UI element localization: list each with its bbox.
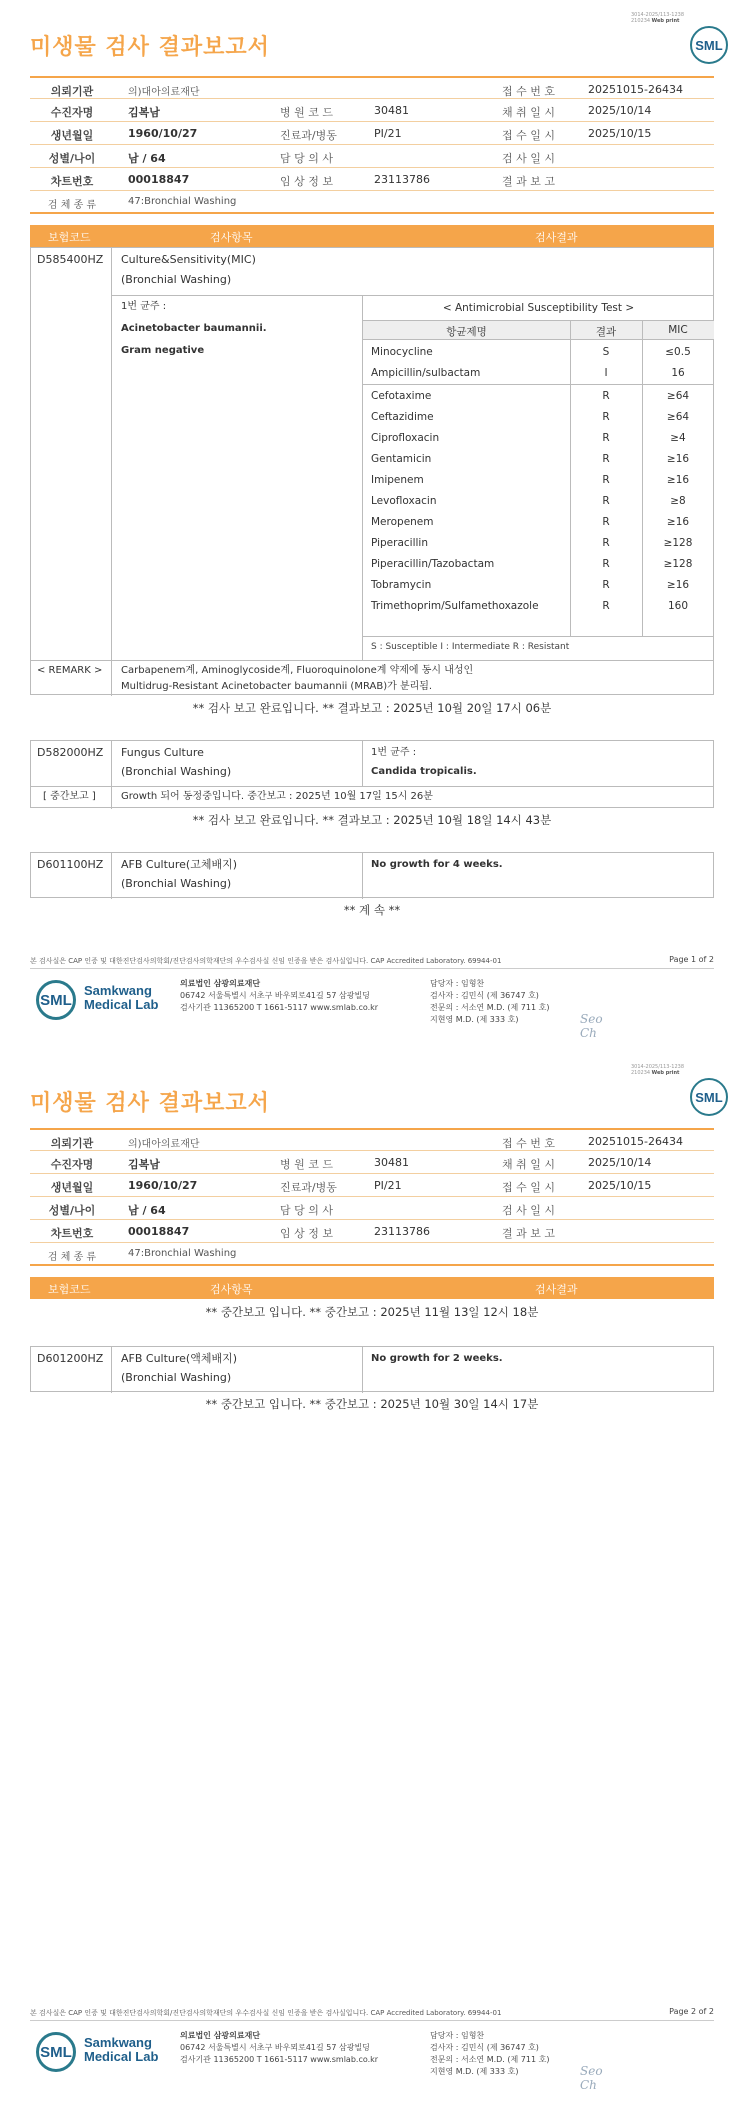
footer-divider <box>30 2020 714 2021</box>
header-item: 검사항목 <box>210 1283 253 1296</box>
info-row <box>30 1197 714 1220</box>
value: 00018847 <box>128 173 190 186</box>
value: PI/21 <box>374 1179 402 1192</box>
signature-line: Ch <box>580 1026 597 1040</box>
ast-result: R <box>602 411 610 423</box>
label: 임 상 정 보 <box>280 175 333 188</box>
signature <box>580 2064 603 2092</box>
ast-mic: ≥8 <box>670 495 686 507</box>
print-id: 3014-2025/113-1238 <box>630 12 684 18</box>
test-result: No growth for 2 weeks. <box>371 1353 503 1364</box>
report-title: 미생물 검사 결과보고서 <box>30 1091 270 1116</box>
label: 성별/나이 <box>48 1204 96 1217</box>
value: 20251015-26434 <box>588 83 683 96</box>
report-title: 미생물 검사 결과보고서 <box>30 35 270 60</box>
info-row <box>30 191 714 214</box>
value: 김복남 <box>128 1158 160 1171</box>
value: 2025/10/15 <box>588 1179 652 1192</box>
lab-name-line: Samkwang <box>84 983 152 998</box>
staff-line: 검사자 : 김민식 (제 36747 호) <box>430 991 539 1000</box>
ast-result: S <box>602 346 610 358</box>
test2-status: ** 검사 보고 완료입니다. ** 결과보고 : 2025년 10월 18일 14시 43분 <box>192 813 552 827</box>
lab-name <box>84 984 158 1012</box>
footer-note: 본 검사실은 CAP 인증 및 대한진단검사의학회/진단검사의학재단의 우수검사실 신임 인증을 받은 검사실입니다. CAP Accredited Laboratory. 69944-01 <box>30 2009 502 2017</box>
remark-line: Multidrug-Resistant Acinetobacter baumannii (MRAB)가 분리됨. <box>121 681 433 692</box>
label: 담 당 의 사 <box>280 152 333 165</box>
header-item: 검사항목 <box>210 231 253 244</box>
label: 결 과 보 고 <box>502 175 555 188</box>
test-name: AFB Culture(고체배지) <box>121 858 238 871</box>
label: 의뢰기관 <box>50 85 94 98</box>
ast-row <box>363 342 714 364</box>
gram-stain: Gram negative <box>121 345 205 356</box>
label: 채 취 일 시 <box>502 1158 555 1171</box>
label: 차트번호 <box>50 175 94 188</box>
ast-result: R <box>602 453 610 465</box>
print-code: 210234 <box>630 1070 651 1076</box>
label: 병 원 코 드 <box>280 1158 333 1171</box>
divider <box>111 1347 112 1393</box>
label: 임 상 정 보 <box>280 1227 333 1240</box>
ast-mic: ≥4 <box>670 432 686 444</box>
lab-org: 의료법인 삼광의료재단 <box>180 2031 261 2040</box>
ast-mic: ≥16 <box>666 474 690 486</box>
ast-mic: 16 <box>671 367 685 379</box>
value: 47:Bronchial Washing <box>128 1248 237 1259</box>
divider <box>362 853 363 899</box>
staff-line: 검사자 : 김민식 (제 36747 호) <box>430 2043 539 2052</box>
lab-name-line: Medical Lab <box>84 997 159 1012</box>
ast-row <box>363 470 714 492</box>
info-row <box>30 122 714 145</box>
test-result: No growth for 4 weeks. <box>371 859 503 870</box>
test-specimen: (Bronchial Washing) <box>121 1371 232 1384</box>
label: 채 취 일 시 <box>502 106 555 119</box>
test-specimen: (Bronchial Washing) <box>121 877 232 890</box>
value: 2025/10/14 <box>588 1156 652 1169</box>
header-result: 검사결과 <box>535 231 578 244</box>
patient-info <box>30 76 714 214</box>
staff-line: 지현영 M.D. (제 333 호) <box>430 2067 519 2076</box>
ast-drug: Piperacillin <box>371 537 428 549</box>
value: 의)대아의료재단 <box>128 87 200 98</box>
print-id: 3014-2025/113-1238 <box>630 1064 684 1070</box>
test-name: Fungus Culture <box>121 746 204 759</box>
value: 김복남 <box>128 106 160 119</box>
label: 진료과/병동 <box>280 129 337 142</box>
ast-drug: Gentamicin <box>371 453 432 465</box>
ast-drug: Tobramycin <box>371 579 432 591</box>
footer-divider <box>30 968 714 969</box>
test4-status: ** 중간보고 입니다. ** 중간보고 : 2025년 10월 30일 14시 17분 <box>205 1397 539 1411</box>
lab-name <box>84 2036 158 2064</box>
sml-logo-icon: SML <box>690 26 728 64</box>
label: 수진자명 <box>50 1158 94 1171</box>
ast-result: R <box>602 537 610 549</box>
info-row <box>30 1151 714 1174</box>
label: 접 수 일 시 <box>502 1181 555 1194</box>
value: 23113786 <box>374 173 430 186</box>
ast-mic: ≥16 <box>666 453 690 465</box>
lab-org: 의료법인 삼광의료재단 <box>180 979 261 988</box>
label: 담 당 의 사 <box>280 1204 333 1217</box>
label: 의뢰기관 <box>50 1137 94 1150</box>
lab-addr: 06742 서울특별시 서초구 바우뫼로41길 57 삼광빌딩 <box>180 991 370 1000</box>
ast-drug: Levofloxacin <box>371 495 437 507</box>
staff-line: 담당자 : 임형찬 <box>430 979 485 988</box>
test-name: Culture&Sensitivity(MIC) <box>121 253 256 266</box>
staff-line: 전문의 : 서소연 M.D. (제 711 호) <box>430 1003 550 1012</box>
results-header-bar <box>30 225 714 247</box>
value: 2025/10/15 <box>588 127 652 140</box>
divider <box>111 295 714 296</box>
test-specimen: (Bronchial Washing) <box>121 765 232 778</box>
strain-label: 1번 균주 : <box>121 301 167 312</box>
page-number: Page 1 of 2 <box>669 955 714 964</box>
ast-row <box>363 428 714 450</box>
info-row <box>30 99 714 122</box>
ast-row <box>363 407 714 429</box>
label: 접 수 번 호 <box>502 1137 555 1150</box>
signature-line: Ch <box>580 2078 597 2092</box>
interim-label: [ 중간보고 ] <box>43 791 96 802</box>
sml-logo-icon: SML <box>690 1078 728 1116</box>
test-code: D601100HZ <box>37 858 104 871</box>
ast-drug: Cefotaxime <box>371 390 432 402</box>
info-row <box>30 1174 714 1197</box>
label: 접 수 일 시 <box>502 129 555 142</box>
info-row <box>30 145 714 168</box>
ast-mic: ≤0.5 <box>665 346 691 358</box>
divider <box>111 248 112 696</box>
value: 남 / 64 <box>128 1204 166 1217</box>
value: 00018847 <box>128 1225 190 1238</box>
ast-row <box>363 491 714 513</box>
value: PI/21 <box>374 127 402 140</box>
label: 수진자명 <box>50 106 94 119</box>
ast-drug: Ampicillin/sulbactam <box>371 367 481 379</box>
label: 검 사 일 시 <box>502 1204 555 1217</box>
ast-row <box>363 449 714 471</box>
continued-marker: ** 계 속 ** <box>343 903 401 917</box>
divider <box>31 660 714 661</box>
info-row <box>30 76 714 99</box>
remark-line: Carbapenem계, Aminoglycoside계, Fluoroquinolone계 약제에 동시 내성인 <box>121 665 474 676</box>
ast-result: R <box>602 579 610 591</box>
sml-footer-logo-icon: SML <box>36 2032 76 2072</box>
divider <box>363 636 714 637</box>
info-row <box>30 1220 714 1243</box>
ast-row <box>363 386 714 408</box>
info-row <box>30 168 714 191</box>
ast-result: I <box>604 367 608 379</box>
lab-staff <box>430 2030 549 2078</box>
label: 검 사 일 시 <box>502 152 555 165</box>
ast-header-drug: 항균제명 <box>446 326 487 338</box>
ast-result: R <box>602 516 610 528</box>
signature-line: Seo <box>580 1012 603 1026</box>
label: 검 체 종 류 <box>47 200 97 211</box>
test3-box <box>30 852 714 898</box>
ast-drug: Ceftazidime <box>371 411 434 423</box>
lab-name-line: Samkwang <box>84 2035 152 2050</box>
value: 47:Bronchial Washing <box>128 196 237 207</box>
value: 의)대아의료재단 <box>128 1139 200 1150</box>
lab-name-line: Medical Lab <box>84 2049 159 2064</box>
test-code: D585400HZ <box>37 253 104 266</box>
ast-mic: ≥16 <box>666 579 690 591</box>
divider <box>31 786 714 787</box>
staff-line: 전문의 : 서소연 M.D. (제 711 호) <box>430 2055 550 2064</box>
value: 20251015-26434 <box>588 1135 683 1148</box>
ast-mic: ≥128 <box>663 558 693 570</box>
test-code: D582000HZ <box>37 746 104 759</box>
ast-row <box>363 575 714 597</box>
staff-line: 지현영 M.D. (제 333 호) <box>430 1015 519 1024</box>
signature <box>580 1012 603 1040</box>
print-meta <box>631 12 684 24</box>
ast-result: R <box>602 558 610 570</box>
divider <box>111 853 112 899</box>
print-meta <box>631 1064 684 1076</box>
print-mode: Web print <box>651 18 680 24</box>
label: 검 체 종 류 <box>47 1252 97 1263</box>
ast-header-result: 결과 <box>595 326 617 338</box>
ast-drug: Piperacillin/Tazobactam <box>371 558 495 570</box>
sml-footer-logo-icon: SML <box>36 980 76 1020</box>
ast-drug: Meropenem <box>371 516 434 528</box>
label: 결 과 보 고 <box>502 1227 555 1240</box>
ast-row <box>363 363 714 385</box>
header-code: 보험코드 <box>48 231 91 244</box>
divider <box>111 741 112 809</box>
info-row <box>30 1243 714 1266</box>
interim-text: Growth 되어 동정중입니다. 중간보고 : 2025년 10월 17일 15시 26분 <box>121 791 433 802</box>
lab-contact: 검사기관 11365200 T 1661-5117 www.smlab.co.kr <box>180 2055 379 2064</box>
ast-mic: 160 <box>667 600 689 612</box>
test-name: AFB Culture(액체배지) <box>121 1352 238 1365</box>
ast-mic: ≥128 <box>663 537 693 549</box>
value: 남 / 64 <box>128 152 166 165</box>
lab-addr: 06742 서울특별시 서초구 바우뫼로41길 57 삼광빌딩 <box>180 2043 370 2052</box>
value: 1960/10/27 <box>128 1179 198 1192</box>
footer-note: 본 검사실은 CAP 인증 및 대한진단검사의학회/진단검사의학재단의 우수검사실 신임 인증을 받은 검사실입니다. CAP Accredited Laboratory. 69944-01 <box>30 957 502 965</box>
report-page-2 <box>0 1052 744 2104</box>
test-code: D601200HZ <box>37 1352 104 1365</box>
header-code: 보험코드 <box>48 1283 91 1296</box>
divider <box>362 1347 363 1393</box>
header-result: 검사결과 <box>535 1283 578 1296</box>
ast-row <box>363 554 714 576</box>
test1-status: ** 검사 보고 완료입니다. ** 결과보고 : 2025년 10월 20일 17시 06분 <box>192 701 552 715</box>
label: 병 원 코 드 <box>280 106 333 119</box>
value: 1960/10/27 <box>128 127 198 140</box>
label: 차트번호 <box>50 1227 94 1240</box>
staff-line: 담당자 : 임형찬 <box>430 2031 485 2040</box>
organism-name: Acinetobacter baumannii. <box>121 323 267 334</box>
label: 생년월일 <box>50 1181 94 1194</box>
ast-header-mic: MIC <box>668 324 688 336</box>
value: 2025/10/14 <box>588 104 652 117</box>
ast-row <box>363 596 714 618</box>
label: 생년월일 <box>50 129 94 142</box>
lab-contact: 검사기관 11365200 T 1661-5117 www.smlab.co.kr <box>180 1003 379 1012</box>
test1-box <box>30 247 714 695</box>
lab-address <box>180 978 378 1014</box>
results-header-bar <box>30 1277 714 1299</box>
info-row <box>30 1128 714 1151</box>
ast-drug: Minocycline <box>371 346 433 358</box>
lab-address <box>180 2030 378 2066</box>
value: 30481 <box>374 104 409 117</box>
ast-result: R <box>602 495 610 507</box>
ast-header <box>363 320 714 340</box>
page-number: Page 2 of 2 <box>669 2007 714 2016</box>
print-code: 210234 <box>630 18 651 24</box>
divider <box>362 741 363 786</box>
patient-info <box>30 1128 714 1266</box>
label: 진료과/병동 <box>280 1181 337 1194</box>
print-mode: Web print <box>651 1070 680 1076</box>
ast-mic: ≥64 <box>666 390 690 402</box>
ast-row <box>363 512 714 534</box>
label: 성별/나이 <box>48 152 96 165</box>
remark-label: < REMARK > <box>37 665 103 676</box>
ast-legend: S : Susceptible I : Intermediate R : Resistant <box>371 642 570 652</box>
strain-label: 1번 균주 : <box>371 747 417 758</box>
ast-drug: Trimethoprim/Sulfamethoxazole <box>371 600 539 612</box>
ast-mic: ≥64 <box>666 411 690 423</box>
lab-staff <box>430 978 549 1026</box>
ast-result: R <box>602 474 610 486</box>
label: 접 수 번 호 <box>502 85 555 98</box>
ast-result: R <box>602 600 610 612</box>
ast-title: < Antimicrobial Susceptibility Test > <box>442 302 635 314</box>
value: 23113786 <box>374 1225 430 1238</box>
test-specimen: (Bronchial Washing) <box>121 273 232 286</box>
ast-mic: ≥16 <box>666 516 690 528</box>
ast-drug: Ciprofloxacin <box>371 432 440 444</box>
ast-row <box>363 533 714 555</box>
signature-line: Seo <box>580 2064 603 2078</box>
ast-result: R <box>602 390 610 402</box>
ast-result: R <box>602 432 610 444</box>
organism-name: Candida tropicalis. <box>371 766 477 777</box>
test2-box <box>30 740 714 808</box>
test4-box <box>30 1346 714 1392</box>
ast-drug: Imipenem <box>371 474 424 486</box>
interim-status: ** 중간보고 입니다. ** 중간보고 : 2025년 11월 13일 12시 18분 <box>205 1305 539 1319</box>
value: 30481 <box>374 1156 409 1169</box>
